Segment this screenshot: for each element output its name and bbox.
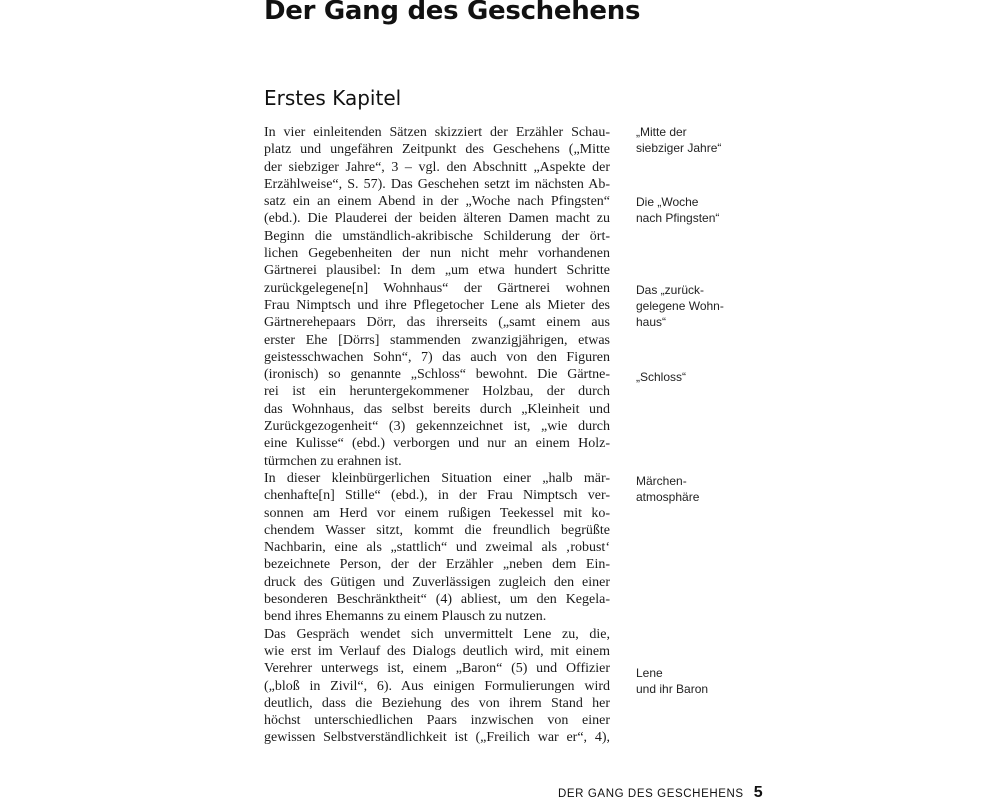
body-text	[264, 124, 610, 747]
paragraph-3	[264, 626, 610, 747]
text-line: höchst unterschiedlichen Paars inzwischen von einer	[264, 713, 610, 729]
margin-note-pfingsten	[636, 194, 776, 226]
text-line: zurückgelegene[n] Wohnhaus“ der Gärtnerei wohnen	[264, 280, 610, 296]
text-line: Erzählweise“, S. 57). Das Geschehen setzt im nächsten Ab-	[264, 176, 610, 192]
text-line: chendem Wasser sitzt, kommt die freundlich begrüßte	[264, 522, 610, 538]
margin-note-line: und ihr Baron	[636, 682, 709, 696]
margin-note-lene	[636, 665, 776, 697]
margin-note-line: gelegene Wohn-	[636, 299, 724, 313]
text-line: sonnen am Herd vor einem rußigen Teekessel mit ko-	[264, 505, 610, 521]
text-line: deutlich, dass die Beziehung des von ihrem Stand her	[264, 695, 610, 711]
page-footer	[558, 784, 763, 802]
text-line: platz und ungefähren Zeitpunkt des Geschehens („Mitte	[264, 142, 610, 158]
text-line: satz ein an einem Abend in der „Woche nach Pfingsten“	[264, 194, 610, 210]
text-line: gewissen Selbstverständlichkeit ist („Freilich war er“, 4),	[264, 730, 610, 746]
text-line: („bloß in Zivil“, 6). Aus einigen Formulierungen wird	[264, 678, 610, 694]
text-line: Beginn die umständlich-akribische Schilderung der ört-	[264, 228, 610, 244]
margin-note-line: Märchen-	[636, 474, 687, 488]
text-line: bezeichnete Person, der der Erzähler „neben dem Ein-	[264, 557, 610, 573]
text-line: In dieser kleinbürgerlichen Situation einer „halb mär-	[264, 470, 610, 486]
margin-note-line: haus“	[636, 315, 667, 329]
text-line: lichen Gegebenheiten der nun nicht mehr vorhandenen	[264, 246, 610, 262]
chapter-title: Der Gang des Geschehens	[264, 0, 641, 26]
margin-note-schloss	[636, 369, 776, 385]
margin-note-line: atmosphäre	[636, 490, 700, 504]
text-line: rei ist ein heruntergekommener Holzbau, der durch	[264, 384, 610, 400]
running-head: DER GANG DES GESCHEHENS	[558, 788, 744, 800]
text-line: türmchen zu erahnen ist.	[264, 453, 402, 469]
margin-note-line: siebziger Jahre“	[636, 141, 722, 155]
paragraph-2	[264, 470, 610, 626]
text-line: Das Gespräch wendet sich unvermittelt Lene zu, die,	[264, 626, 610, 642]
text-line: wie erst im Verlauf des Dialogs deutlich wird, mit einem	[264, 643, 610, 659]
margin-note-line: Lene	[636, 666, 663, 680]
margin-note-line: „Schloss“	[636, 370, 687, 384]
text-line: Zurückgezogenheit“ (3) gekennzeichnet ist, „wie durch	[264, 419, 610, 435]
text-line: Verehrer unterwegs ist, einem „Baron“ (5) und Offizier	[264, 661, 610, 677]
text-line: Gärtnerehepaars Dörr, das ihrerseits („samt einem aus	[264, 315, 610, 331]
text-line: Gärtnerei plausibel: In dem „um etwa hundert Schritte	[264, 263, 610, 279]
section-title: Erstes Kapitel	[264, 86, 402, 110]
margin-note-line: Das „zurück-	[636, 283, 705, 297]
text-line: geistesschwachen Sohn“, 7) das auch von den Figuren	[264, 349, 610, 365]
text-line: druck des Gütigen und Zuverlässigen zugleich den einer	[264, 574, 610, 590]
paragraph-1	[264, 124, 610, 470]
text-line: besonderen Beschränktheit“ (4) abliest, um den Kegela-	[264, 592, 610, 608]
margin-note-line: nach Pfingsten“	[636, 211, 720, 225]
text-line: Nachbarin, eine als „stattlich“ und zweimal als ‚robust‘	[264, 540, 610, 556]
text-line: (ironisch) so genannte „Schloss“ bewohnt. Die Gärtne-	[264, 367, 610, 383]
text-line: der siebziger Jahre“, 3 – vgl. den Abschnitt „Aspekte der	[264, 159, 610, 175]
margin-note-line: „Mitte der	[636, 125, 687, 139]
text-line: chenhafte[n] Stille“ (ebd.), in der Frau Nimptsch ver-	[264, 488, 610, 504]
text-line: das Wohnhaus, das selbst bereits durch „Kleinheit und	[264, 401, 610, 417]
margin-note-line: Die „Woche	[636, 195, 699, 209]
margin-note-mitte	[636, 124, 776, 156]
text-line: In vier einleitenden Sätzen skizziert der Erzähler Schau-	[264, 125, 610, 140]
text-line: Frau Nimptsch und ihre Pflegetocher Lene als Mieter des	[264, 297, 610, 313]
text-line: eine Kulisse“ (ebd.) verborgen und nur an einem Holz-	[264, 436, 610, 452]
page-number: 5	[753, 784, 763, 801]
text-line: bend ihres Ehemanns zu einem Plausch zu nutzen.	[264, 609, 547, 625]
margin-note-maerchen	[636, 473, 776, 505]
text-line: erster Ehe [Dörrs] stammenden zwanzigjährigen, etwas	[264, 332, 610, 348]
text-line: (ebd.). Die Plauderei der beiden älteren Damen macht zu	[264, 211, 610, 227]
margin-note-wohnhaus	[636, 282, 776, 330]
